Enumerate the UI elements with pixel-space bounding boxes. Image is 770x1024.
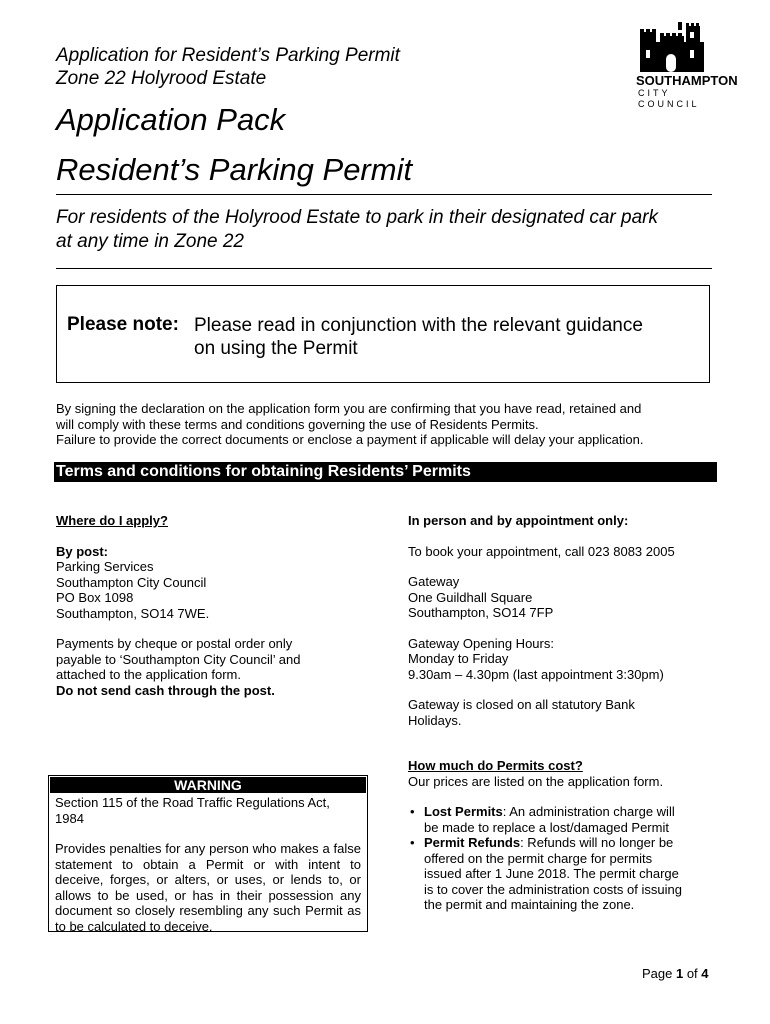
list-item: [408, 804, 728, 835]
payment-line: Payments by cheque or postal order only: [56, 636, 293, 651]
bullet-icon: •: [410, 804, 415, 819]
warning-paragraph-1: Section 115 of the Road Traffic Regulations Act, 1984: [55, 795, 330, 826]
declaration: [56, 401, 716, 448]
by-post-label: By post:: [56, 543, 108, 559]
castle-icon: [638, 20, 706, 72]
closed-line: Gateway is closed on all statutory Bank: [408, 697, 635, 712]
bullet-text: offered on the permit charge for permits: [424, 850, 653, 866]
hours-line: 9.30am – 4.30pm (last appointment 3:30pm): [408, 666, 664, 682]
page-prefix: Page: [642, 966, 676, 981]
bullet-text: the permit and maintaining the zone.: [424, 897, 635, 912]
where-heading: Where do I apply?: [56, 513, 168, 528]
bullet-term: Permit Refunds: [424, 835, 521, 850]
header-line-1: Application for Resident’s Parking Permit: [56, 45, 400, 66]
bullet-icon: •: [410, 835, 415, 850]
left-column: [56, 513, 376, 698]
title-line-1: Application Pack: [56, 102, 286, 137]
post-address-line: Southampton City Council: [56, 574, 207, 590]
title-line-2: Resident’s Parking Permit: [56, 152, 413, 187]
warning-body: [49, 793, 367, 934]
payment-line: payable to ‘Southampton City Council’ and: [56, 651, 301, 667]
declaration-line-3: Failure to provide the correct documents or enclose a payment if applicable will delay your application.: [56, 432, 644, 447]
warning-paragraph-2: Provides penalties for any person who makes a false statement to obtain a Permit or with intent to deceive, forges, or alters, or uses, or lends to, or allows to be used, or has in their possession any document so closely resembling any such Permit as to be calculated to deceive.: [55, 841, 361, 934]
permit-bullets: [408, 804, 728, 913]
header-line-2: Zone 22 Holyrood Estate: [56, 68, 267, 89]
note-text-line-2: on using the Permit: [194, 338, 358, 359]
section-title: Terms and conditions for obtaining Residents’ Permits: [54, 462, 717, 482]
subtitle-line-1: For residents of the Holyrood Estate to park in their designated car park: [56, 207, 658, 228]
payment-line: attached to the application form.: [56, 667, 242, 682]
divider-bottom: [56, 268, 712, 269]
bullet-text: be made to replace a lost/damaged Permit: [424, 819, 669, 835]
closed-line: Holidays.: [408, 712, 462, 728]
subtitle-line-2: at any time in Zone 22: [56, 231, 244, 252]
note-label: Please note:: [67, 314, 179, 335]
no-cash-warning: Do not send cash through the post.: [56, 682, 275, 698]
divider-top: [56, 194, 712, 195]
warning-box: [48, 775, 368, 932]
post-address-line: Southampton, SO14 7WE.: [56, 605, 210, 621]
right-column: [408, 513, 728, 913]
bullet-text: issued after 1 June 2018. The permit charge: [424, 866, 679, 881]
declaration-line-1: By signing the declaration on the application form you are confirming that you have read, retained and: [56, 401, 642, 416]
page-total: 4: [701, 966, 709, 981]
page-number: [642, 966, 709, 981]
cost-heading: How much do Permits cost?: [408, 758, 583, 773]
prices-text: Our prices are listed on the application form.: [408, 773, 664, 789]
post-address-line: PO Box 1098: [56, 590, 134, 605]
gateway-address-line: Southampton, SO14 7FP: [408, 605, 554, 620]
logo-subtitle: CITY COUNCIL: [638, 88, 700, 109]
note-text-line-1: Please read in conjunction with the relevant guidance: [194, 315, 643, 336]
page-of: of: [683, 966, 702, 981]
hours-line: Monday to Friday: [408, 651, 509, 666]
note-box: [56, 285, 710, 383]
hours-line: Gateway Opening Hours:: [408, 635, 554, 651]
list-item: [408, 835, 728, 913]
logo-name: SOUTHAMPTON: [636, 73, 738, 88]
post-address-line: Parking Services: [56, 559, 154, 574]
declaration-line-2: will comply with these terms and conditions governing the use of Residents Permits.: [56, 416, 539, 432]
note-text: [194, 314, 694, 360]
warning-heading: WARNING: [50, 777, 366, 793]
gateway-address-line: Gateway: [408, 574, 460, 589]
council-logo: [636, 20, 738, 109]
bullet-text: : Refunds will no longer be: [520, 835, 674, 850]
bullet-text: : An administration charge will: [502, 804, 675, 819]
bullet-text: is to cover the administration costs of issuing: [424, 881, 682, 897]
bullet-term: Lost Permits: [424, 804, 503, 819]
in-person-heading: In person and by appointment only:: [408, 513, 629, 528]
gateway-address-line: One Guildhall Square: [408, 589, 533, 605]
booking-phone: To book your appointment, call 023 8083 2005: [408, 543, 675, 559]
page-current: 1: [675, 966, 684, 981]
